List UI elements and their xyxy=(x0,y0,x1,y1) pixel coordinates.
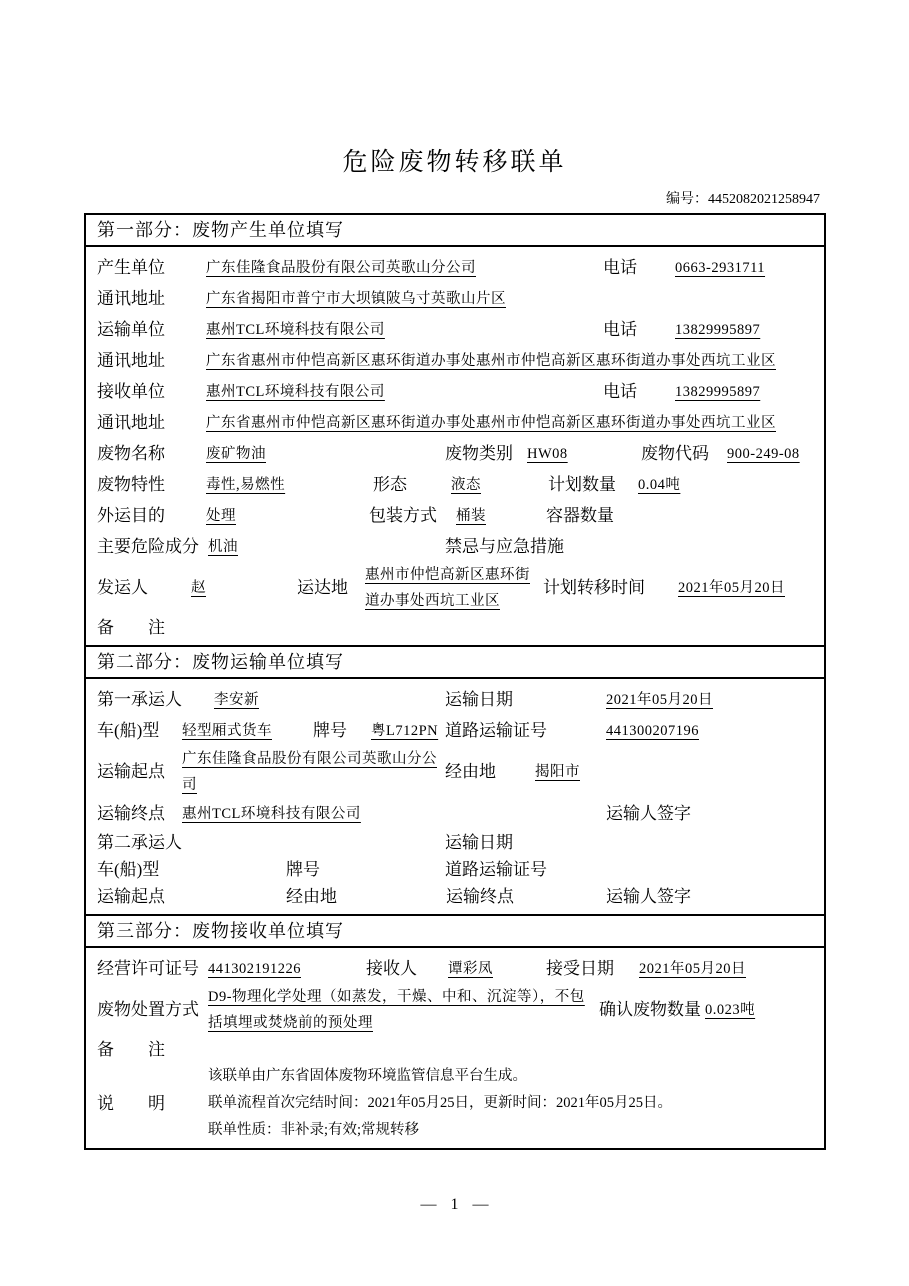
form-label: 形态 xyxy=(373,474,407,494)
receiver-address-row xyxy=(86,407,824,438)
permit-value: 441302191226 xyxy=(208,960,301,977)
packing-value: 桶装 xyxy=(456,507,486,524)
receiver-value: 惠州TCL环境科技有限公司 xyxy=(206,383,385,400)
section3-header: 第三部分：废物接收单位填写 xyxy=(86,914,824,948)
packing-label: 包装方式 xyxy=(369,505,437,525)
end1-row xyxy=(86,798,824,829)
producer-phone-label: 电话 xyxy=(603,257,637,277)
form-value: 液态 xyxy=(451,476,481,493)
page-footer xyxy=(0,1196,909,1214)
carrier1-value: 李安新 xyxy=(214,691,259,708)
producer-phone-value: 0663-2931711 xyxy=(675,259,766,276)
remark-label-1: 备 注 xyxy=(97,617,165,637)
waste-name-row xyxy=(86,438,824,469)
serial-label: 编号： xyxy=(666,192,708,207)
footer-page-number: 1 xyxy=(450,1196,459,1213)
transporter-address-label: 通讯地址 xyxy=(97,350,165,370)
transporter-address-row xyxy=(86,345,824,376)
receiver-phone-value: 13829995897 xyxy=(675,383,761,400)
receiver-row xyxy=(86,376,824,407)
page-title: 危险废物转移联单 xyxy=(342,149,567,176)
serial-number: 4452082021258947 xyxy=(708,192,820,207)
producer-row xyxy=(86,252,824,283)
waste-code-value: 900-249-08 xyxy=(727,445,800,462)
section2-header: 第二部分：废物运输单位填写 xyxy=(86,645,824,679)
section3-body xyxy=(86,948,824,1148)
end1-label: 运输终点 xyxy=(97,803,165,823)
vehicle1-label: 车(船)型 xyxy=(97,720,160,740)
waste-category-value: HW08 xyxy=(527,445,568,462)
carrier1-row xyxy=(86,684,824,715)
end1-value: 惠州TCL环境科技有限公司 xyxy=(182,805,361,822)
section1-body xyxy=(86,247,824,645)
plate2-label: 牌号 xyxy=(286,859,320,879)
purpose-row xyxy=(86,500,824,531)
producer-address-row xyxy=(86,283,824,314)
receive-date-label: 接受日期 xyxy=(546,958,614,978)
origin2-label: 运输起点 xyxy=(97,886,165,906)
carrier2-label: 第二承运人 xyxy=(97,832,182,852)
transfer-time-label: 计划转移时间 xyxy=(543,578,645,597)
waste-code-label: 废物代码 xyxy=(641,443,709,463)
producer-address-value: 广东省揭阳市普宁市大坝镇陂乌寸英歌山片区 xyxy=(206,290,506,307)
origin1-row xyxy=(86,746,824,798)
receiver-phone-label: 电话 xyxy=(603,381,637,401)
confirmed-qty-label: 确认废物数量 xyxy=(599,1000,701,1019)
sign2-label: 运输人签字 xyxy=(606,886,691,906)
origin1-value: 广东佳隆食品股份有限公司英歌山分公司 xyxy=(182,751,437,793)
transporter-value: 惠州TCL环境科技有限公司 xyxy=(206,321,385,338)
vehicle1-value: 轻型厢式货车 xyxy=(182,722,272,739)
permit-label: 经营许可证号 xyxy=(97,958,199,978)
route2-row xyxy=(86,883,824,910)
waste-name-value: 废矿物油 xyxy=(206,445,266,462)
footer-dash-left: — xyxy=(420,1196,437,1213)
carrier1-label: 第一承运人 xyxy=(97,689,182,709)
end2-label: 运输终点 xyxy=(446,886,514,906)
license1-label: 道路运输证号 xyxy=(445,720,547,740)
disposal-row xyxy=(86,984,824,1036)
container-qty-label: 容器数量 xyxy=(546,505,614,525)
note-row xyxy=(86,1063,824,1144)
remark-label-3: 备 注 xyxy=(97,1039,165,1059)
transporter-phone-value: 13829995897 xyxy=(675,321,761,338)
note-line-3: 联单性质：非补录;有效;常规转移 xyxy=(208,1122,420,1138)
receiver-label: 接收单位 xyxy=(97,381,165,401)
planned-qty-value: 0.04吨 xyxy=(638,476,681,493)
waste-property-row xyxy=(86,469,824,500)
permit-row xyxy=(86,953,824,984)
producer-label: 产生单位 xyxy=(97,257,165,277)
confirmed-qty-value: 0.023吨 xyxy=(705,1002,756,1018)
transport-date1-value: 2021年05月20日 xyxy=(606,691,713,708)
planned-qty-label: 计划数量 xyxy=(548,474,616,494)
waste-property-label: 废物特性 xyxy=(97,474,165,494)
purpose-value: 处理 xyxy=(206,507,236,524)
footer-dash-right: — xyxy=(472,1196,489,1213)
transport-date1-label: 运输日期 xyxy=(445,689,513,709)
receive-person-label: 接收人 xyxy=(366,958,417,978)
receive-person-value: 谭彩凤 xyxy=(448,960,493,977)
serial-line xyxy=(84,188,826,208)
waste-property-value: 毒性,易燃性 xyxy=(206,476,286,493)
producer-address-label: 通讯地址 xyxy=(97,288,165,308)
remark-row-1 xyxy=(86,614,824,641)
waste-category-label: 废物类别 xyxy=(445,443,513,463)
receiver-address-label: 通讯地址 xyxy=(97,412,165,432)
transport-date2-label: 运输日期 xyxy=(445,832,513,852)
hazard-row xyxy=(86,531,824,562)
dest-value: 惠州市仲恺高新区惠环街道办事处西坑工业区 xyxy=(365,567,530,609)
dispatcher-label: 发运人 xyxy=(97,578,148,597)
license2-label: 道路运输证号 xyxy=(445,859,547,879)
receive-date-value: 2021年05月20日 xyxy=(639,960,746,977)
note-line-2: 联单流程首次完结时间：2021年05月25日，更新时间：2021年05月25日。 xyxy=(208,1095,672,1111)
transporter-row xyxy=(86,314,824,345)
hazard-label: 主要危险成分 xyxy=(97,536,199,556)
license1-value: 441300207196 xyxy=(606,722,699,739)
vehicle2-row xyxy=(86,856,824,883)
via1-value: 揭阳市 xyxy=(535,764,580,780)
emergency-label: 禁忌与应急措施 xyxy=(445,536,564,556)
carrier2-row xyxy=(86,829,824,856)
transporter-phone-label: 电话 xyxy=(603,319,637,339)
manifest-table xyxy=(84,213,826,1150)
dest-label: 运达地 xyxy=(297,578,348,597)
producer-value: 广东佳隆食品股份有限公司英歌山分公司 xyxy=(206,259,476,276)
vehicle1-row xyxy=(86,715,824,746)
hazard-value: 机油 xyxy=(208,538,238,555)
sign1-label: 运输人签字 xyxy=(606,803,691,823)
transporter-address-value: 广东省惠州市仲恺高新区惠环街道办事处惠州市仲恺高新区惠环街道办事处西坑工业区 xyxy=(206,352,776,369)
via1-label: 经由地 xyxy=(445,762,496,781)
receiver-address-value: 广东省惠州市仲恺高新区惠环街道办事处惠州市仲恺高新区惠环街道办事处西坑工业区 xyxy=(206,414,776,431)
disposal-value: D9-物理化学处理（如蒸发，干燥、中和、沉淀等），不包括填埋或焚烧前的预处理 xyxy=(208,989,585,1031)
section1-header: 第一部分：废物产生单位填写 xyxy=(86,215,824,247)
note-line-1: 该联单由广东省固体废物环境监管信息平台生成。 xyxy=(208,1068,527,1084)
note-lines xyxy=(208,1063,816,1144)
dispatch-row xyxy=(86,562,824,614)
section2-body xyxy=(86,679,824,914)
disposal-label: 废物处置方式 xyxy=(97,1000,199,1019)
transfer-time-value: 2021年05月20日 xyxy=(678,580,785,596)
note-label: 说 明 xyxy=(97,1093,165,1113)
waste-name-label: 废物名称 xyxy=(97,443,165,463)
transporter-label: 运输单位 xyxy=(97,319,165,339)
plate1-value: 粤L712PN xyxy=(371,722,439,739)
plate1-label: 牌号 xyxy=(313,720,347,740)
origin1-label: 运输起点 xyxy=(97,762,165,781)
remark-row-3 xyxy=(86,1036,824,1063)
purpose-label: 外运目的 xyxy=(97,505,165,525)
vehicle2-label: 车(船)型 xyxy=(97,859,160,879)
via2-label: 经由地 xyxy=(286,886,337,906)
dispatcher-value: 赵 xyxy=(191,580,206,596)
